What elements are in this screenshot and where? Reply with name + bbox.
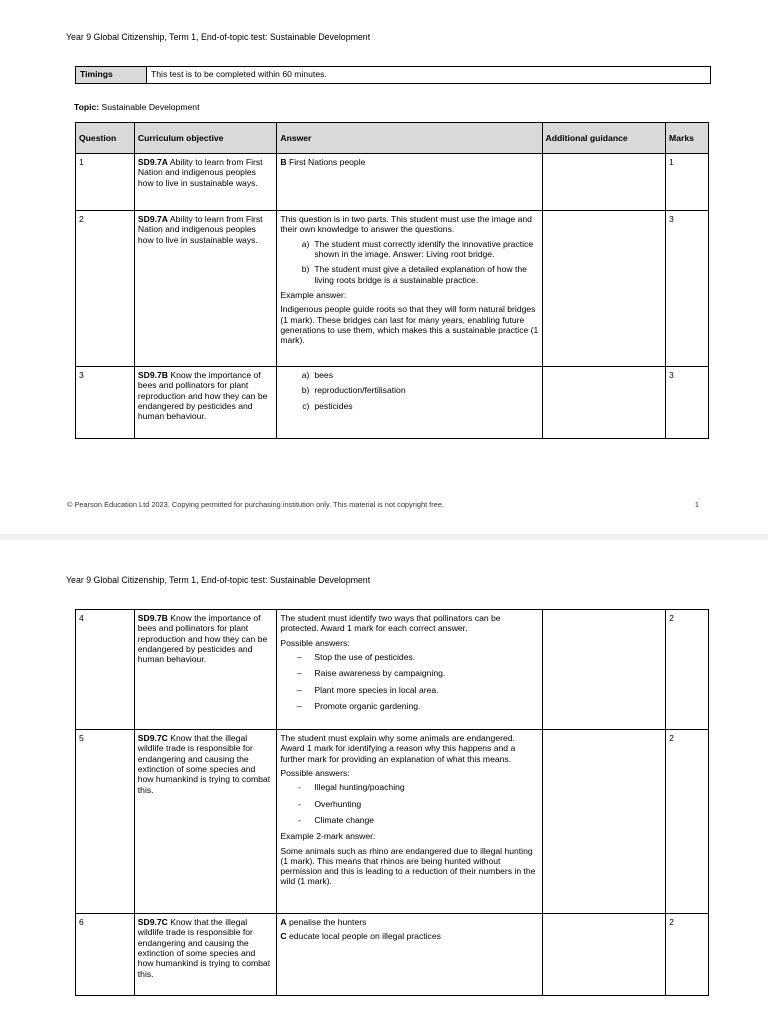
objective-code: SD9.7A bbox=[137, 214, 168, 224]
list-text: bees bbox=[314, 370, 333, 380]
list-text: Plant more species in local area. bbox=[314, 684, 439, 695]
page-number: 1 bbox=[694, 500, 699, 509]
question-number: 5 bbox=[76, 730, 135, 914]
timings-label: Timings bbox=[76, 67, 147, 84]
list-marker: - bbox=[297, 814, 301, 825]
objective-code: SD9.7C bbox=[137, 733, 168, 743]
timings-table bbox=[75, 66, 711, 84]
list-marker: – bbox=[296, 668, 302, 679]
mark-scheme-table-1 bbox=[75, 122, 709, 439]
table-row bbox=[76, 914, 709, 996]
answer-text: First Nations people bbox=[288, 157, 366, 167]
list-marker: a) bbox=[301, 370, 310, 380]
guidance-cell bbox=[542, 211, 666, 367]
question-number: 4 bbox=[76, 610, 135, 730]
curriculum-objective bbox=[134, 211, 276, 367]
question-number: 2 bbox=[76, 211, 135, 367]
list-marker: - bbox=[297, 782, 301, 793]
topic-label: Topic: bbox=[74, 102, 100, 112]
question-number: 1 bbox=[76, 154, 135, 211]
objective-text: Ability to learn from First Nation and indigenous peoples how to live in sustainable ways. bbox=[137, 214, 263, 245]
curriculum-objective bbox=[134, 154, 276, 211]
col-guidance: Additional guidance bbox=[542, 123, 666, 154]
objective-text: Know that the illegal wildlife trade is responsible for endangering and causing the extinction of some species and how humankind is trying to combat this. bbox=[137, 733, 271, 795]
objective-code: SD9.7B bbox=[137, 370, 168, 380]
col-objective: Curriculum objective bbox=[134, 123, 276, 154]
objective-text: Ability to learn from First Nation and indigenous peoples how to live in sustainable ways. bbox=[137, 157, 263, 188]
col-answer: Answer bbox=[277, 123, 542, 154]
guidance-cell bbox=[542, 367, 666, 439]
table-row bbox=[76, 730, 709, 914]
table-row bbox=[76, 211, 709, 367]
document-header: Year 9 Global Citizenship, Term 1, End-of-topic test: Sustainable Development bbox=[66, 575, 371, 585]
list-text: Stop the use of pesticides. bbox=[314, 651, 416, 662]
answer-intro: This question is in two parts. This student must use the image and their own knowledge to answer the questions. bbox=[280, 214, 532, 235]
list-item bbox=[280, 239, 538, 260]
guidance-cell bbox=[542, 154, 666, 211]
example-answer: Indigenous people guide roots so that they will form natural bridges (1 mark). These bridges can last for many years, enabling future generations to use them, which makes this a sustainable practice (1 mark). bbox=[280, 304, 539, 346]
curriculum-objective bbox=[134, 367, 276, 439]
answer-cell bbox=[277, 367, 542, 439]
marks-cell: 2 bbox=[666, 730, 709, 914]
answer-option: B bbox=[280, 157, 287, 167]
guidance-cell bbox=[542, 610, 665, 730]
list-text: Overhunting bbox=[314, 798, 362, 809]
list-item bbox=[280, 264, 538, 285]
list-text: The student must correctly identify the innovative practice shown in the image. Answer: Living root bridge. bbox=[314, 238, 534, 259]
topic-line bbox=[74, 102, 199, 112]
objective-code: SD9.7A bbox=[137, 157, 168, 167]
col-question: Question bbox=[76, 123, 135, 154]
marks-cell: 2 bbox=[666, 610, 709, 730]
table-row bbox=[76, 610, 709, 730]
topic-value: Sustainable Development bbox=[101, 102, 200, 112]
answer-parts bbox=[280, 239, 538, 285]
list-text: Illegal hunting/poaching bbox=[314, 782, 405, 793]
list-marker: b) bbox=[301, 264, 310, 275]
answer-option: A bbox=[280, 917, 287, 927]
list-text: The student must give a detailed explanation of how the living roots bridge is a sustainable practice. bbox=[314, 264, 527, 285]
list-marker: – bbox=[296, 700, 302, 711]
mark-scheme-table-2 bbox=[75, 609, 709, 996]
possible-answers bbox=[280, 652, 538, 711]
objective-text: Know the importance of bees and pollinators for plant reproduction and how they can be endangered by pesticides and human behaviour. bbox=[137, 613, 268, 665]
list-item bbox=[280, 782, 538, 792]
answer-cell bbox=[277, 730, 542, 914]
list-item bbox=[280, 370, 538, 380]
guidance-cell bbox=[542, 730, 665, 914]
col-marks: Marks bbox=[666, 123, 709, 154]
objective-text: Know that the illegal wildlife trade is responsible for endangering and causing the extinction of some species and how humankind is trying to combat this. bbox=[137, 917, 271, 979]
example-label: Example 2-mark answer: bbox=[280, 831, 376, 842]
list-marker: b) bbox=[301, 385, 310, 396]
list-item bbox=[280, 385, 538, 395]
list-item bbox=[280, 401, 538, 411]
document-header: Year 9 Global Citizenship, Term 1, End-of-topic test: Sustainable Development bbox=[66, 32, 371, 42]
answer-text: educate local people on illegal practices bbox=[288, 931, 441, 942]
marks-cell: 3 bbox=[666, 367, 709, 439]
question-number: 3 bbox=[76, 367, 135, 439]
list-item bbox=[280, 799, 538, 809]
answer-parts bbox=[280, 370, 538, 411]
answer-cell bbox=[277, 154, 542, 211]
answer-cell bbox=[277, 211, 542, 367]
curriculum-objective bbox=[134, 610, 277, 730]
objective-code: SD9.7B bbox=[137, 613, 168, 623]
marks-cell: 2 bbox=[666, 914, 709, 996]
answer-option: C bbox=[280, 931, 287, 942]
copyright-text: © Pearson Education Ltd 2023. Copying permitted for purchasing institution only. This material is not copyright free. bbox=[67, 500, 444, 509]
list-item bbox=[280, 652, 538, 662]
answer-line bbox=[280, 931, 538, 941]
answer-text: penalise the hunters bbox=[288, 917, 367, 927]
guidance-cell bbox=[542, 914, 665, 996]
list-marker: – bbox=[296, 651, 302, 662]
list-marker: a) bbox=[301, 238, 310, 249]
table-row bbox=[76, 367, 709, 439]
example-answer: Some animals such as rhino are endangered due to illegal hunting (1 mark). This means that rhinos are being hunted without permission and this is leading to a reduction of their numbers in the wild (1 mark). bbox=[280, 845, 536, 887]
list-marker: - bbox=[297, 798, 301, 809]
list-item bbox=[280, 685, 538, 695]
list-text: pesticides bbox=[314, 400, 353, 411]
table-header-row bbox=[76, 123, 709, 154]
marks-cell: 1 bbox=[666, 154, 709, 211]
list-label: Possible answers: bbox=[280, 767, 350, 778]
list-item bbox=[280, 668, 538, 678]
table-row bbox=[76, 154, 709, 211]
possible-answers bbox=[280, 782, 538, 825]
objective-code: SD9.7C bbox=[137, 917, 168, 927]
list-text: Raise awareness by campaigning. bbox=[314, 668, 446, 679]
list-text: reproduction/fertilisation bbox=[314, 385, 406, 396]
answer-cell bbox=[277, 914, 542, 996]
marks-cell: 3 bbox=[666, 211, 709, 367]
page-footer bbox=[67, 501, 703, 510]
page-2 bbox=[0, 540, 768, 1024]
answer-line bbox=[280, 917, 538, 927]
objective-text: Know the importance of bees and pollinators for plant reproduction and how they can be endangered by pesticides and human behaviour. bbox=[137, 370, 268, 422]
list-item bbox=[280, 701, 538, 711]
question-number: 6 bbox=[76, 914, 135, 996]
list-label: Possible answers: bbox=[280, 637, 350, 648]
curriculum-objective bbox=[134, 914, 277, 996]
answer-intro: The student must identify two ways that pollinators can be protected. Award 1 mark for each correct answer. bbox=[280, 613, 501, 634]
answer-cell bbox=[277, 610, 542, 730]
list-item bbox=[280, 815, 538, 825]
list-marker: c) bbox=[302, 400, 310, 411]
timings-text: This test is to be completed within 60 minutes. bbox=[147, 67, 711, 84]
list-text: Promote organic gardening. bbox=[314, 700, 421, 711]
curriculum-objective bbox=[134, 730, 277, 914]
list-text: Climate change bbox=[314, 814, 375, 825]
example-label: Example answer: bbox=[280, 289, 347, 300]
answer-intro: The student must explain why some animals are endangered. Award 1 mark for identifying a reason why this happens and a further mark for providing an explanation of what this means. bbox=[280, 733, 516, 764]
list-marker: – bbox=[296, 684, 302, 695]
